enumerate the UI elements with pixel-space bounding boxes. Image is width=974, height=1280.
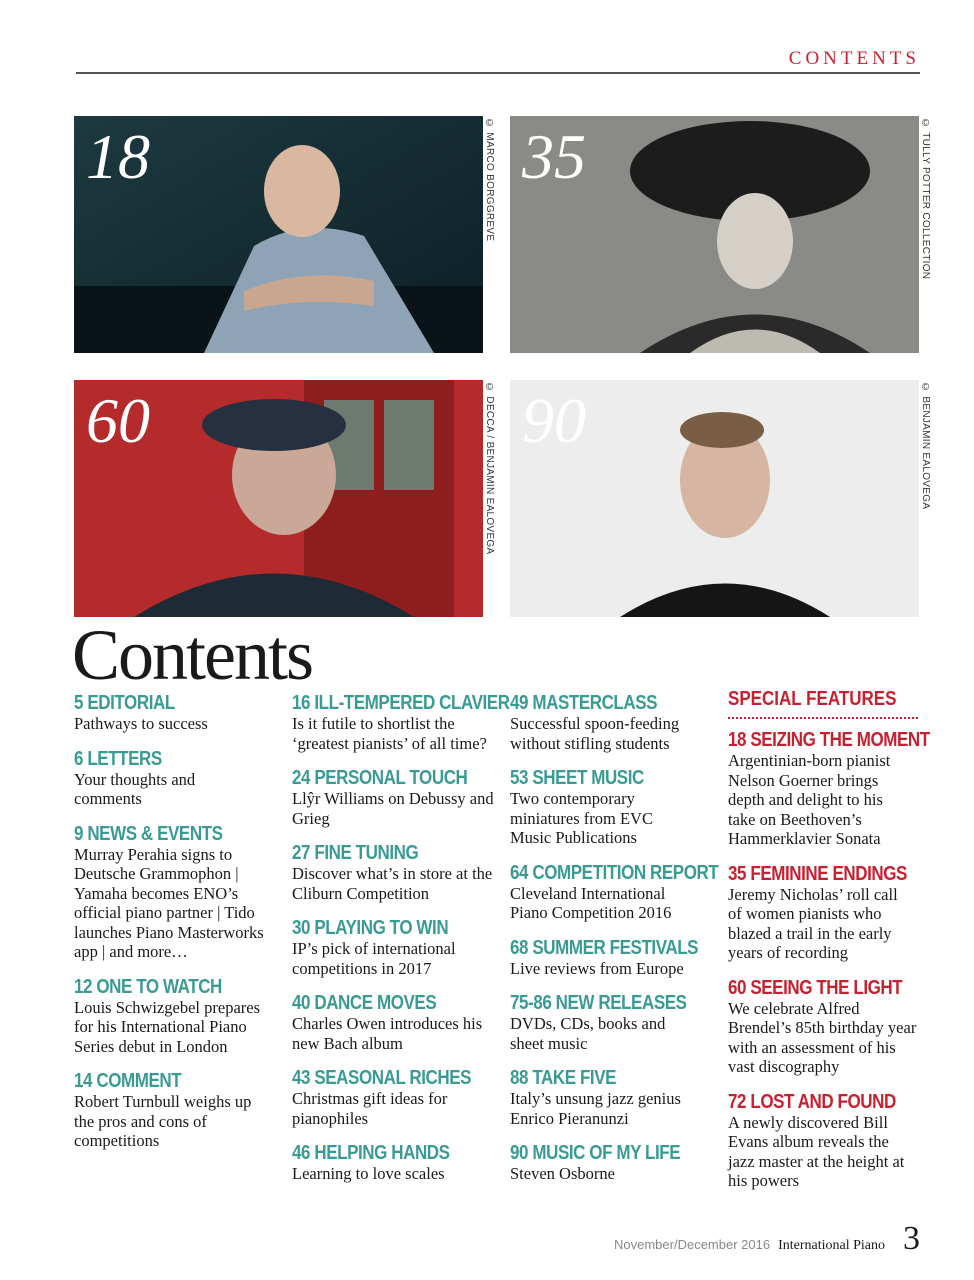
photo-90 — [510, 380, 919, 617]
entry-heading: 60 SEEING THE LIGHT — [728, 976, 903, 999]
photo-credit: © DECCA / BENJAMIN EALOVEGA — [484, 382, 495, 555]
entry-heading: 68 SUMMER FESTIVALS — [510, 936, 699, 959]
entry-description: Successful spoon-feeding without stifling students — [510, 714, 680, 753]
photo-credit: © BENJAMIN EALOVEGA — [920, 382, 931, 510]
entry-description: Live reviews from Europe — [510, 958, 684, 978]
entry-description: Jeremy Nicholas’ roll call of women pianists who blazed a trail in the early years of recording — [728, 884, 898, 962]
entry-description: Christmas gift ideas for pianophiles — [292, 1089, 448, 1128]
entry-heading: 27 FINE TUNING — [292, 842, 419, 864]
feature-entry[interactable] — [728, 729, 930, 849]
contents-column-1 — [74, 692, 284, 1165]
entry-heading: 64 COMPETITION REPORT — [510, 861, 719, 884]
entry-heading: 14 COMMENT — [74, 1070, 182, 1092]
entry-description: Charles Owen introduces his new Bach album — [292, 1014, 483, 1053]
entry-heading: 49 MASTERCLASS — [510, 692, 658, 714]
entry-description: Italy’s unsung jazz genius Enrico Pieranunzi — [510, 1089, 681, 1128]
entry-description: Murray Perahia signs to Deutsche Grammophon | Yamaha becomes ENO’s official piano partner | Tido launches Piano Masterworks app | and more… — [74, 844, 264, 961]
entry-description: Louis Schwizgebel prepares for his International Piano Series debut in London — [74, 997, 261, 1056]
photo-number: 60 — [86, 385, 150, 456]
entry-description: Llŷr Williams on Debussy and Grieg — [292, 789, 494, 828]
entry-description: Cleveland International Piano Competition 2016 — [510, 883, 672, 922]
header-rule — [76, 72, 920, 74]
special-features-heading: SPECIAL FEATURES — [728, 688, 897, 710]
contents-entry[interactable] — [510, 1067, 720, 1128]
contents-entry[interactable] — [510, 692, 720, 753]
photo-number: 35 — [522, 121, 586, 192]
photo-credit: © TULLY POTTER COLLECTION — [920, 118, 931, 280]
contents-column-2 — [292, 692, 510, 1198]
contents-entry[interactable] — [292, 992, 502, 1053]
entry-heading: 46 HELPING HANDS — [292, 1142, 450, 1164]
section-header: CONTENTS — [788, 48, 920, 69]
contents-entry[interactable] — [510, 862, 720, 923]
special-features-column — [728, 688, 930, 1205]
contents-entry[interactable] — [74, 823, 284, 962]
photo-35 — [510, 116, 919, 353]
entry-description: IP’s pick of international competitions in 2017 — [292, 939, 456, 978]
contents-entry[interactable] — [510, 767, 720, 848]
contents-entry[interactable] — [74, 748, 284, 809]
entry-heading: 35 FEMININE ENDINGS — [728, 862, 907, 885]
contents-entry[interactable] — [292, 1142, 502, 1184]
contents-entry[interactable] — [292, 917, 502, 978]
page-footer — [614, 1220, 920, 1258]
entry-heading: 43 SEASONAL RICHES — [292, 1067, 472, 1089]
entry-description: Discover what’s in store at the Cliburn Competition — [292, 864, 493, 903]
entry-heading: 75-86 NEW RELEASES — [510, 992, 687, 1014]
feature-entry[interactable] — [728, 977, 920, 1077]
photo-60 — [74, 380, 483, 617]
page-title: Contents — [72, 615, 313, 695]
entry-description: Steven Osborne — [510, 1164, 615, 1183]
dotted-divider — [728, 717, 918, 719]
contents-entry[interactable] — [292, 1067, 502, 1128]
entry-heading: 12 ONE TO WATCH — [74, 975, 222, 998]
entry-description: Robert Turnbull weighs up the pros and cons of competitions — [74, 1092, 252, 1150]
entry-heading: 90 MUSIC OF MY LIFE — [510, 1142, 681, 1164]
photo-number: 90 — [522, 385, 586, 456]
entry-heading: 88 TAKE FIVE — [510, 1067, 617, 1089]
photo-credit: © MARCO BORGGREVE — [484, 118, 495, 242]
entry-heading: 40 DANCE MOVES — [292, 992, 437, 1014]
contents-entry[interactable] — [510, 1142, 720, 1184]
entry-heading: 9 NEWS & EVENTS — [74, 822, 223, 845]
entry-heading: 16 ILL-TEMPERED CLAVIER — [292, 692, 510, 714]
contents-entry[interactable] — [292, 767, 502, 828]
entry-description: Pathways to success — [74, 714, 208, 733]
entry-description: Your thoughts and comments — [74, 769, 196, 808]
entry-heading: 72 LOST AND FOUND — [728, 1090, 896, 1113]
contents-entry[interactable] — [74, 1070, 284, 1151]
contents-entry[interactable] — [74, 976, 284, 1057]
issue-date: November/December 2016 — [614, 1237, 771, 1252]
entry-description: DVDs, CDs, books and sheet music — [510, 1014, 666, 1053]
entry-heading: 18 SEIZING THE MOMENT — [728, 729, 930, 751]
entry-heading: 5 EDITORIAL — [74, 692, 175, 714]
entry-description: A newly discovered Bill Evans album reveals the jazz master at the height at his powers — [728, 1112, 905, 1190]
contents-entry[interactable] — [292, 692, 510, 753]
contents-entry[interactable] — [292, 842, 502, 903]
feature-entry[interactable] — [728, 1091, 920, 1191]
entry-heading: 24 PERSONAL TOUCH — [292, 767, 468, 789]
photo-number: 18 — [86, 121, 150, 192]
page-number: 3 — [903, 1220, 920, 1257]
entry-heading: 53 SHEET MUSIC — [510, 767, 644, 789]
photo-18 — [74, 116, 483, 353]
entry-description: Learning to love scales — [292, 1164, 445, 1183]
entry-heading: 30 PLAYING TO WIN — [292, 917, 449, 939]
contents-entry[interactable] — [510, 992, 720, 1053]
contents-column-3 — [510, 692, 720, 1198]
contents-entry[interactable] — [74, 692, 284, 734]
magazine-name: International Piano — [778, 1238, 885, 1253]
feature-entry[interactable] — [728, 863, 920, 963]
entry-heading: 6 LETTERS — [74, 747, 162, 770]
entry-description: Argentinian-born pianist Nelson Goerner brings depth and delight to his take on Beethoven’s Hammerklavier Sonata — [728, 751, 891, 848]
entry-description: Two contemporary miniatures from EVC Music Publications — [510, 789, 653, 847]
entry-description: We celebrate Alfred Brendel’s 85th birthday year with an assessment of his vast discography — [728, 998, 917, 1076]
entry-description: Is it futile to shortlist the ‘greatest pianists’ of all time? — [292, 714, 487, 753]
contents-entry[interactable] — [510, 937, 720, 979]
